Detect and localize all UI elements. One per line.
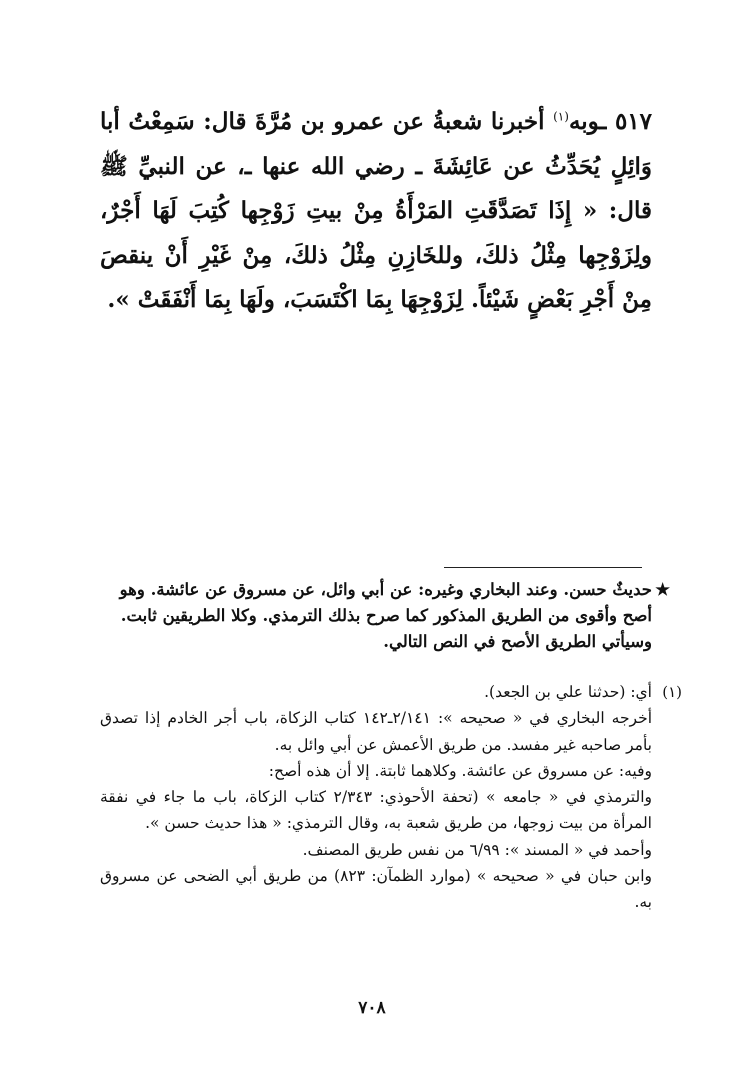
footnote-line: أخرجه البخاري في « صحيحه »: ٢/١٤١ـ١٤٢ كتاب الزكاة، باب أجر الخادم إذا تصدق بأمر صاحبه غير مفسد. من طريق الأعمش عن أبي وائل به. [100, 709, 652, 754]
footnote-separator [444, 567, 642, 568]
footnote-line: وابن حبان في « صحيحه » (موارد الظمآن: ٨٢٣) من طريق أبي الضحى عن مسروق به. [100, 867, 652, 912]
footnote-line: والترمذي في « جامعه » (تحفة الأحوذي: ٢/٣٤٣ كتاب الزكاة، باب ما جاء في نفقة المرأة من بيت زوجها، من طريق شعبة به، وقال الترمذي: « هذا حديث حسن ». [100, 788, 653, 833]
grading-note-text: حديثٌ حسن. وعند البخاري وغيره: عن أبي وائل، عن مسروق عن عائشة. وهو أصح وأقوى من الطريق المذكور كما صرح بذلك الترمذي. وكلا الطريقين ثابت. وسيأتي الطريق الأصح في النص التالي. [119, 580, 652, 651]
footnote-line: وفيه: عن مسروق عن عائشة. وكلاهما ثابتة. إلا أن هذه أصح: [268, 761, 652, 780]
hadith-prefix: وبه [568, 108, 600, 135]
footnote-reference: (١) [553, 109, 569, 124]
footnote [100, 679, 682, 916]
hadith-text [100, 100, 652, 323]
footnote-line: وأحمد في « المسند »: ٦/٩٩ من نفس طريق المصنف. [302, 840, 652, 859]
star-marker: ★ [655, 580, 670, 599]
hadith-body: أخبرنا شعبةُ عن عمرو بن مُرَّةَ قال: سَمِعْتُ أبا وَائِلٍ يُحَدِّثُ عن عَائِشَةَ ـ رضي الله عنها ـ، عن النبيِّ ﷺ قال: « إِذَا تَصَدَّقَتِ المَرْأَةُ مِنْ بيتِ زَوْجِها كُتِبَ لَهَا أَجْرٌ، ولِزَوْجِها مِثْلُ ذلكَ، وللخَازِنِ مِثْلُ ذلكَ، مِنْ غَيْرِ أَنْ ينقصَ مِنْ أَجْرِ بَعْضٍ شَيْئاً. لِزَوْجِهَا بِمَا اكْتَسَبَ، ولَهَا بِمَا أَنْفَقَتْ ». [100, 108, 652, 313]
footnote-number: (١) [662, 683, 682, 701]
grading-note [100, 577, 670, 655]
hadith-number: ٥١٧ [614, 108, 652, 135]
page-number: ٧٠٨ [358, 998, 386, 1018]
footnote-head: أي: (حدثنا علي بن الجعد). [484, 683, 652, 701]
hadith-dash: ـ [599, 108, 607, 135]
